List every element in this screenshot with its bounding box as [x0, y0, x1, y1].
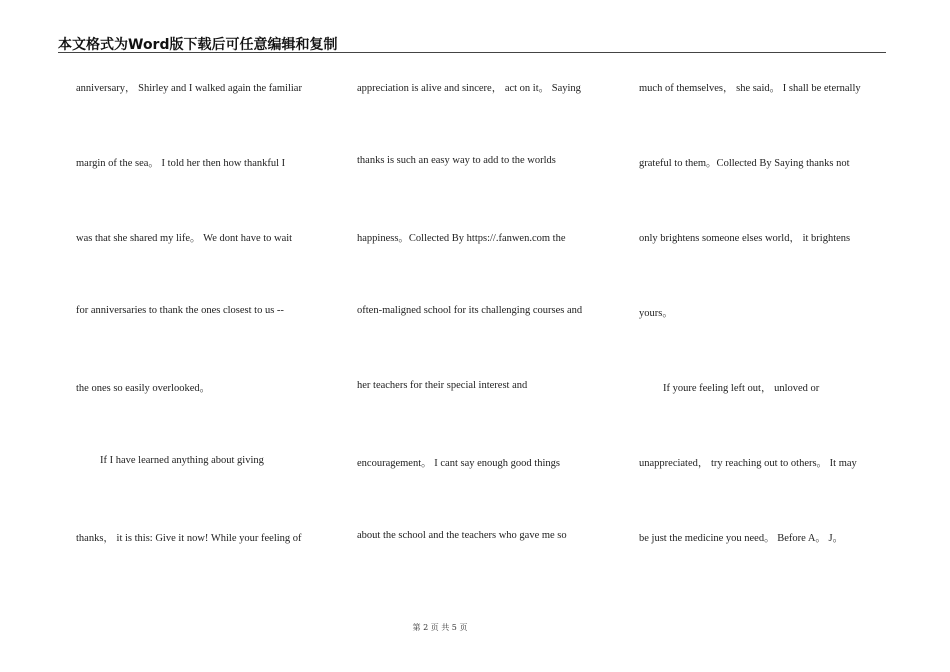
- text-line: appreciation is alive and sincere， act on it。 Saying: [357, 83, 581, 94]
- text-line: margin of the sea。 I told her then how thankful I: [76, 158, 286, 169]
- text-line: thanks is such an easy way to add to the worlds: [357, 155, 556, 166]
- text-line: If youre feeling left out， unloved or: [663, 383, 820, 394]
- text-line: the ones so easily overlooked。: [76, 383, 211, 394]
- text-line: be just the medicine you need。 Before A。 J。: [639, 533, 844, 544]
- text-line: unappreciated， try reaching out to others。 It may: [639, 458, 857, 469]
- text-line: thanks， it is this: Give it now! While your feeling of: [76, 533, 302, 544]
- text-line: about the school and the teachers who gave me so: [357, 530, 567, 541]
- text-line: yours。: [639, 308, 673, 319]
- text-line: was that she shared my life。 We dont have to wait: [76, 233, 293, 244]
- text-line: often-maligned school for its challenging courses and: [357, 305, 583, 316]
- text-line: much of themselves， she said。 I shall be eternally: [639, 83, 861, 94]
- text-line: only brightens someone elses world， it brightens: [639, 233, 851, 244]
- text-line: for anniversaries to thank the ones closest to us --: [76, 305, 284, 316]
- text-line: encouragement。 I cant say enough good things: [357, 458, 560, 469]
- header-divider: [58, 52, 886, 53]
- text-line: anniversary， Shirley and I walked again the familiar: [76, 83, 302, 94]
- document-header-title: 本文格式为Word版下载后可任意编辑和复制: [58, 37, 338, 53]
- text-line: happiness。Collected By https://.fanwen.com the: [357, 233, 566, 244]
- text-line: grateful to them。Collected By Saying thanks not: [639, 158, 850, 169]
- text-line: If I have learned anything about giving: [100, 455, 264, 466]
- text-line: her teachers for their special interest and: [357, 380, 528, 391]
- page-number-footer: 第 2 页 共 5 页: [412, 623, 468, 632]
